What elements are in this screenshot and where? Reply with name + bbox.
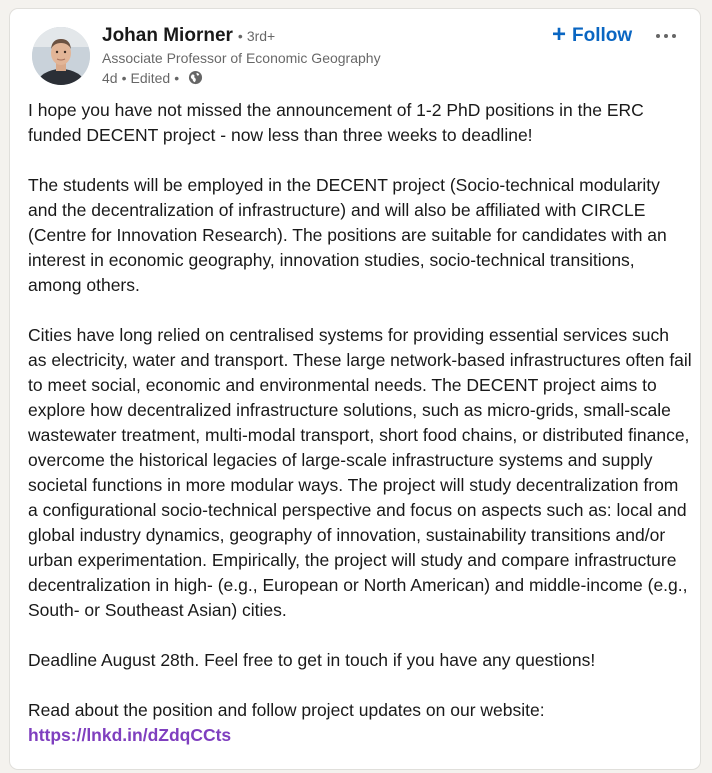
post-paragraph-1: I hope you have not missed the announcement of 1-2 PhD positions in the ERC funded DECENT project - now less than three weeks to deadline!	[28, 100, 644, 145]
name-separator: •	[237, 28, 243, 44]
plus-icon: +	[552, 20, 567, 48]
author-avatar[interactable]	[32, 27, 90, 85]
follow-button[interactable]	[546, 20, 638, 49]
author-info	[102, 26, 381, 85]
post-body	[28, 98, 692, 773]
post-paragraph-4: Deadline August 28th. Feel free to get in touch if you have any questions!	[28, 650, 596, 670]
connection-degree: 3rd+	[246, 28, 276, 44]
author-name-row	[102, 26, 381, 45]
author-headline: Associate Professor of Economic Geography	[102, 50, 381, 66]
meta-separator-2: •	[174, 69, 180, 86]
post-card	[10, 9, 700, 769]
edited-label: Edited	[130, 69, 171, 86]
post-header	[10, 9, 700, 94]
follow-label: Follow	[572, 25, 633, 46]
post-time: 4d	[102, 69, 118, 86]
post-paragraph-5	[28, 698, 692, 748]
more-options-button[interactable]	[650, 23, 682, 49]
meta-separator: •	[121, 69, 127, 86]
globe-icon	[188, 70, 203, 85]
avatar-photo	[32, 27, 90, 85]
website-text: Read about the position and follow project updates on our website:	[28, 700, 545, 720]
website-link[interactable]: https://lnkd.in/dZdqCCts	[28, 725, 232, 745]
ellipsis-icon	[656, 34, 676, 38]
post-paragraph-2: The students will be employed in the DECENT project (Socio-technical modularity and the decentralization of infrastructure) and will also be affiliated with CIRCLE (Centre for Innovation Research). The positions are suitable for candidates with an interest in economic geography, innovation studies, socio-technical transitions, among others.	[28, 175, 667, 295]
post-paragraph-3: Cities have long relied on centralised systems for providing essential services such as electricity, water and transport. These large network-based infrastructures often fail to meet social, economic and environmental needs. The DECENT project aims to explore how decentralized infrastructure solutions, such as micro-grids, small-scale wastewater treatment, multi-modal transport, short food chains, or distributed finance, overcome the historical legacies of large-scale infrastructure systems and supply societal functions in more modular ways. The project will study decentralization from a configurational socio-technical perspective and focus on aspects such as: local and global industry dynamics, geography of innovation, sustainability transitions and/or urban experimentation. Empirically, the project will study and compare infrastructure decentralization in high- (e.g., European or North American) and middle-income (e.g., South- or Southeast Asian) cities.	[28, 325, 692, 620]
post-meta	[102, 70, 381, 85]
author-name[interactable]: Johan Miorner	[102, 25, 233, 46]
